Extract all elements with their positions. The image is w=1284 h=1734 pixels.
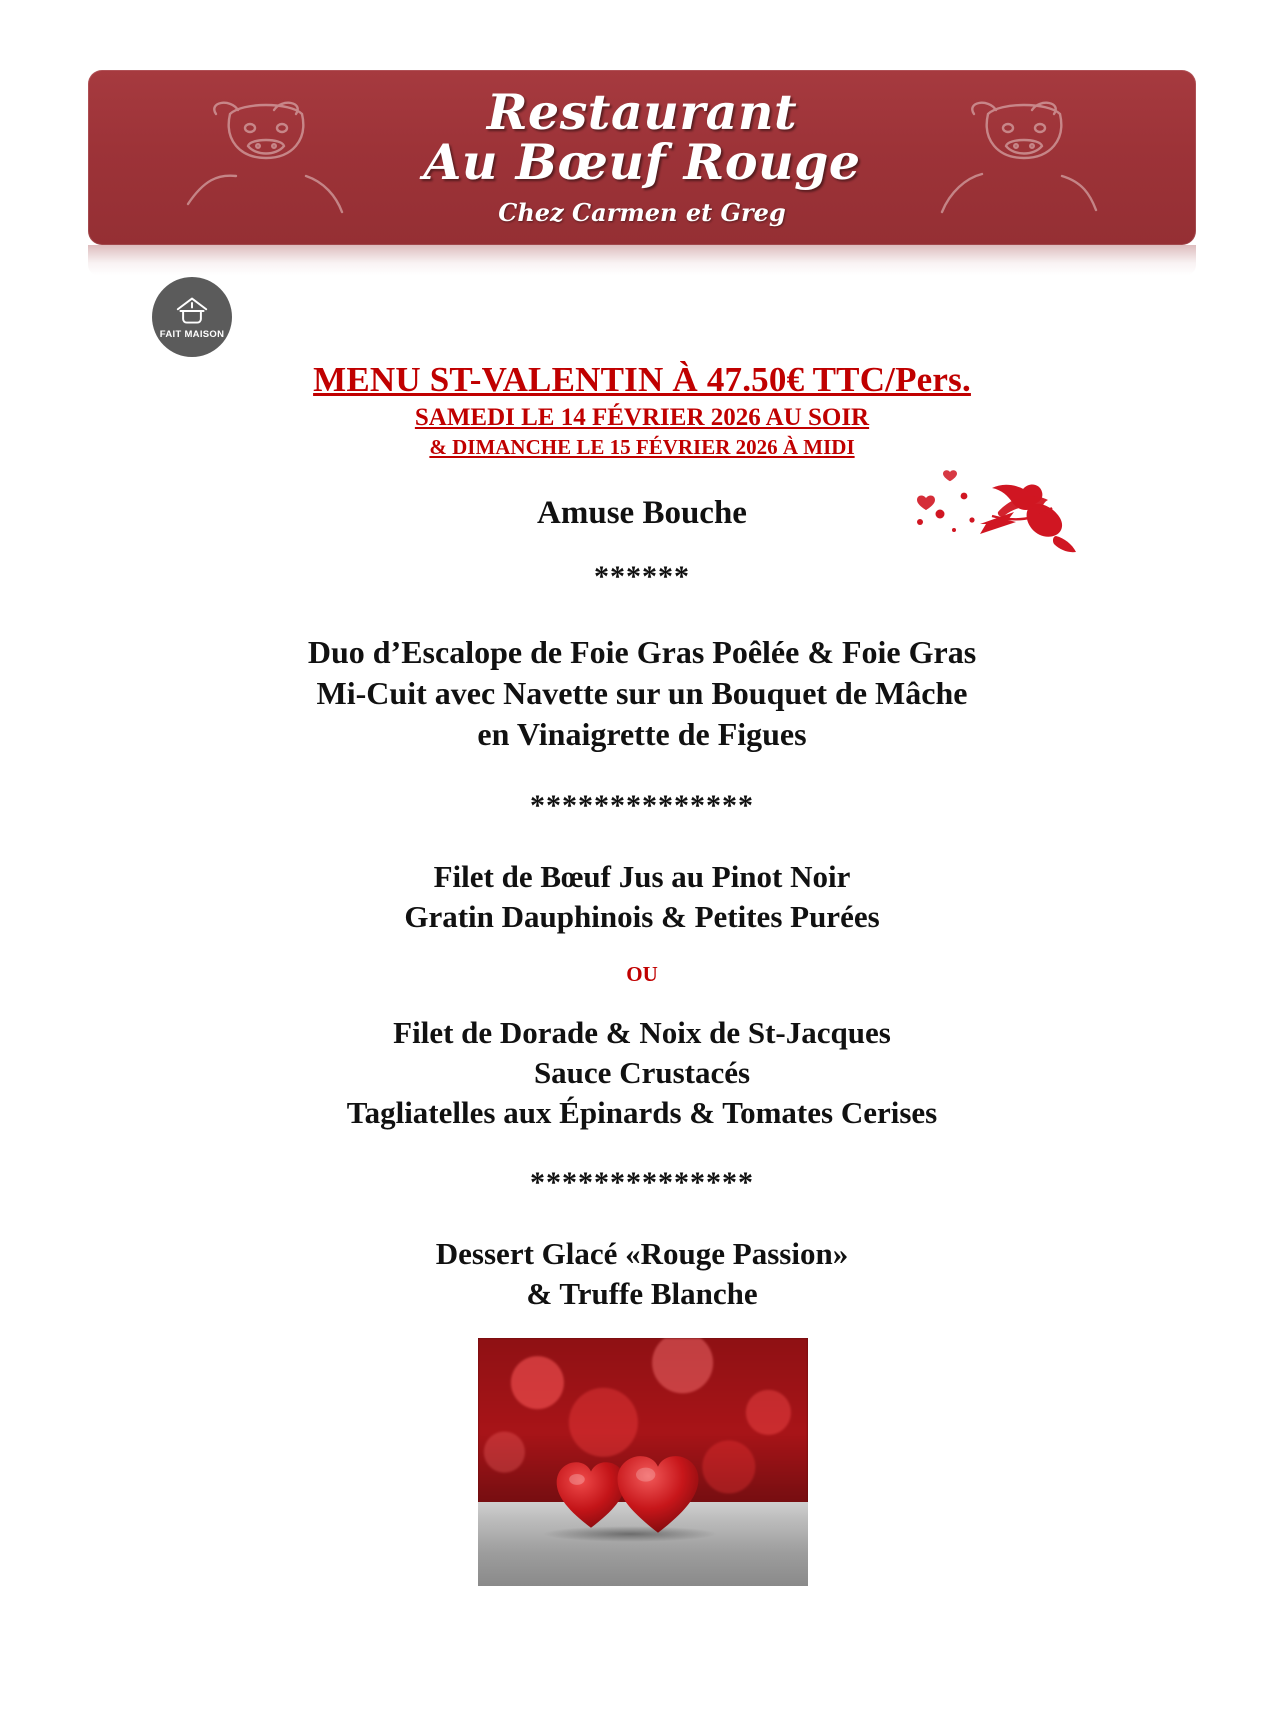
restaurant-name-line2: Au Bœuf Rouge [423, 132, 861, 191]
fait-maison-label: FAIT MAISON [159, 328, 225, 340]
course-line: Filet de Dorade & Noix de St-Jacques [393, 1015, 891, 1051]
course-filet-de-dorade [110, 1013, 1174, 1132]
choice-label-ou: OU [626, 962, 658, 987]
menu-courses [110, 492, 1174, 1314]
menu-header [0, 360, 1284, 460]
fait-maison-badge [152, 277, 232, 357]
menu-date-line-1: SAMEDI LE 14 FÉVRIER 2026 AU SOIR [414, 404, 870, 431]
banner-reflection [88, 245, 1196, 275]
course-filet-de-boeuf [110, 857, 1174, 936]
course-foie-gras [110, 632, 1174, 755]
course-line: en Vinaigrette de Figues [477, 716, 807, 753]
course-line: Amuse Bouche [537, 495, 747, 531]
separator-long-1: ************** [530, 789, 754, 823]
course-line: Filet de Bœuf Jus au Pinot Noir [433, 859, 851, 895]
separator-long-2: ************** [530, 1166, 754, 1200]
course-line: Sauce Crustacés [533, 1055, 751, 1091]
course-line: & Truffe Blanche [526, 1276, 758, 1312]
restaurant-owners: Chez Carmen et Greg [498, 198, 786, 227]
house-pot-icon [172, 295, 212, 327]
course-dessert [110, 1234, 1174, 1313]
chocolate-heart-icon [614, 1450, 702, 1538]
menu-title: MENU ST-VALENTIN À 47.50€ TTC/Pers. [313, 360, 971, 399]
restaurant-banner [88, 70, 1196, 245]
restaurant-name [88, 83, 1196, 191]
banner-background [88, 70, 1196, 245]
course-line: Dessert Glacé «Rouge Passion» [435, 1236, 849, 1272]
course-line: Gratin Dauphinois & Petites Purées [404, 898, 880, 934]
course-line: Duo d’Escalope de Foie Gras Poêlée & Foie Gras [307, 634, 977, 671]
course-line: Mi-Cuit avec Navette sur un Bouquet de Mâche [316, 675, 968, 712]
menu-date-line-2: & DIMANCHE LE 15 FÉVRIER 2026 À MIDI [429, 435, 855, 459]
dessert-hearts-photo [478, 1338, 808, 1586]
separator-short: ****** [594, 560, 690, 594]
restaurant-name-line1: Restaurant [486, 83, 798, 141]
course-line: Tagliatelles aux Épinards & Tomates Cerises [346, 1094, 938, 1130]
course-amuse-bouche [110, 492, 1174, 534]
